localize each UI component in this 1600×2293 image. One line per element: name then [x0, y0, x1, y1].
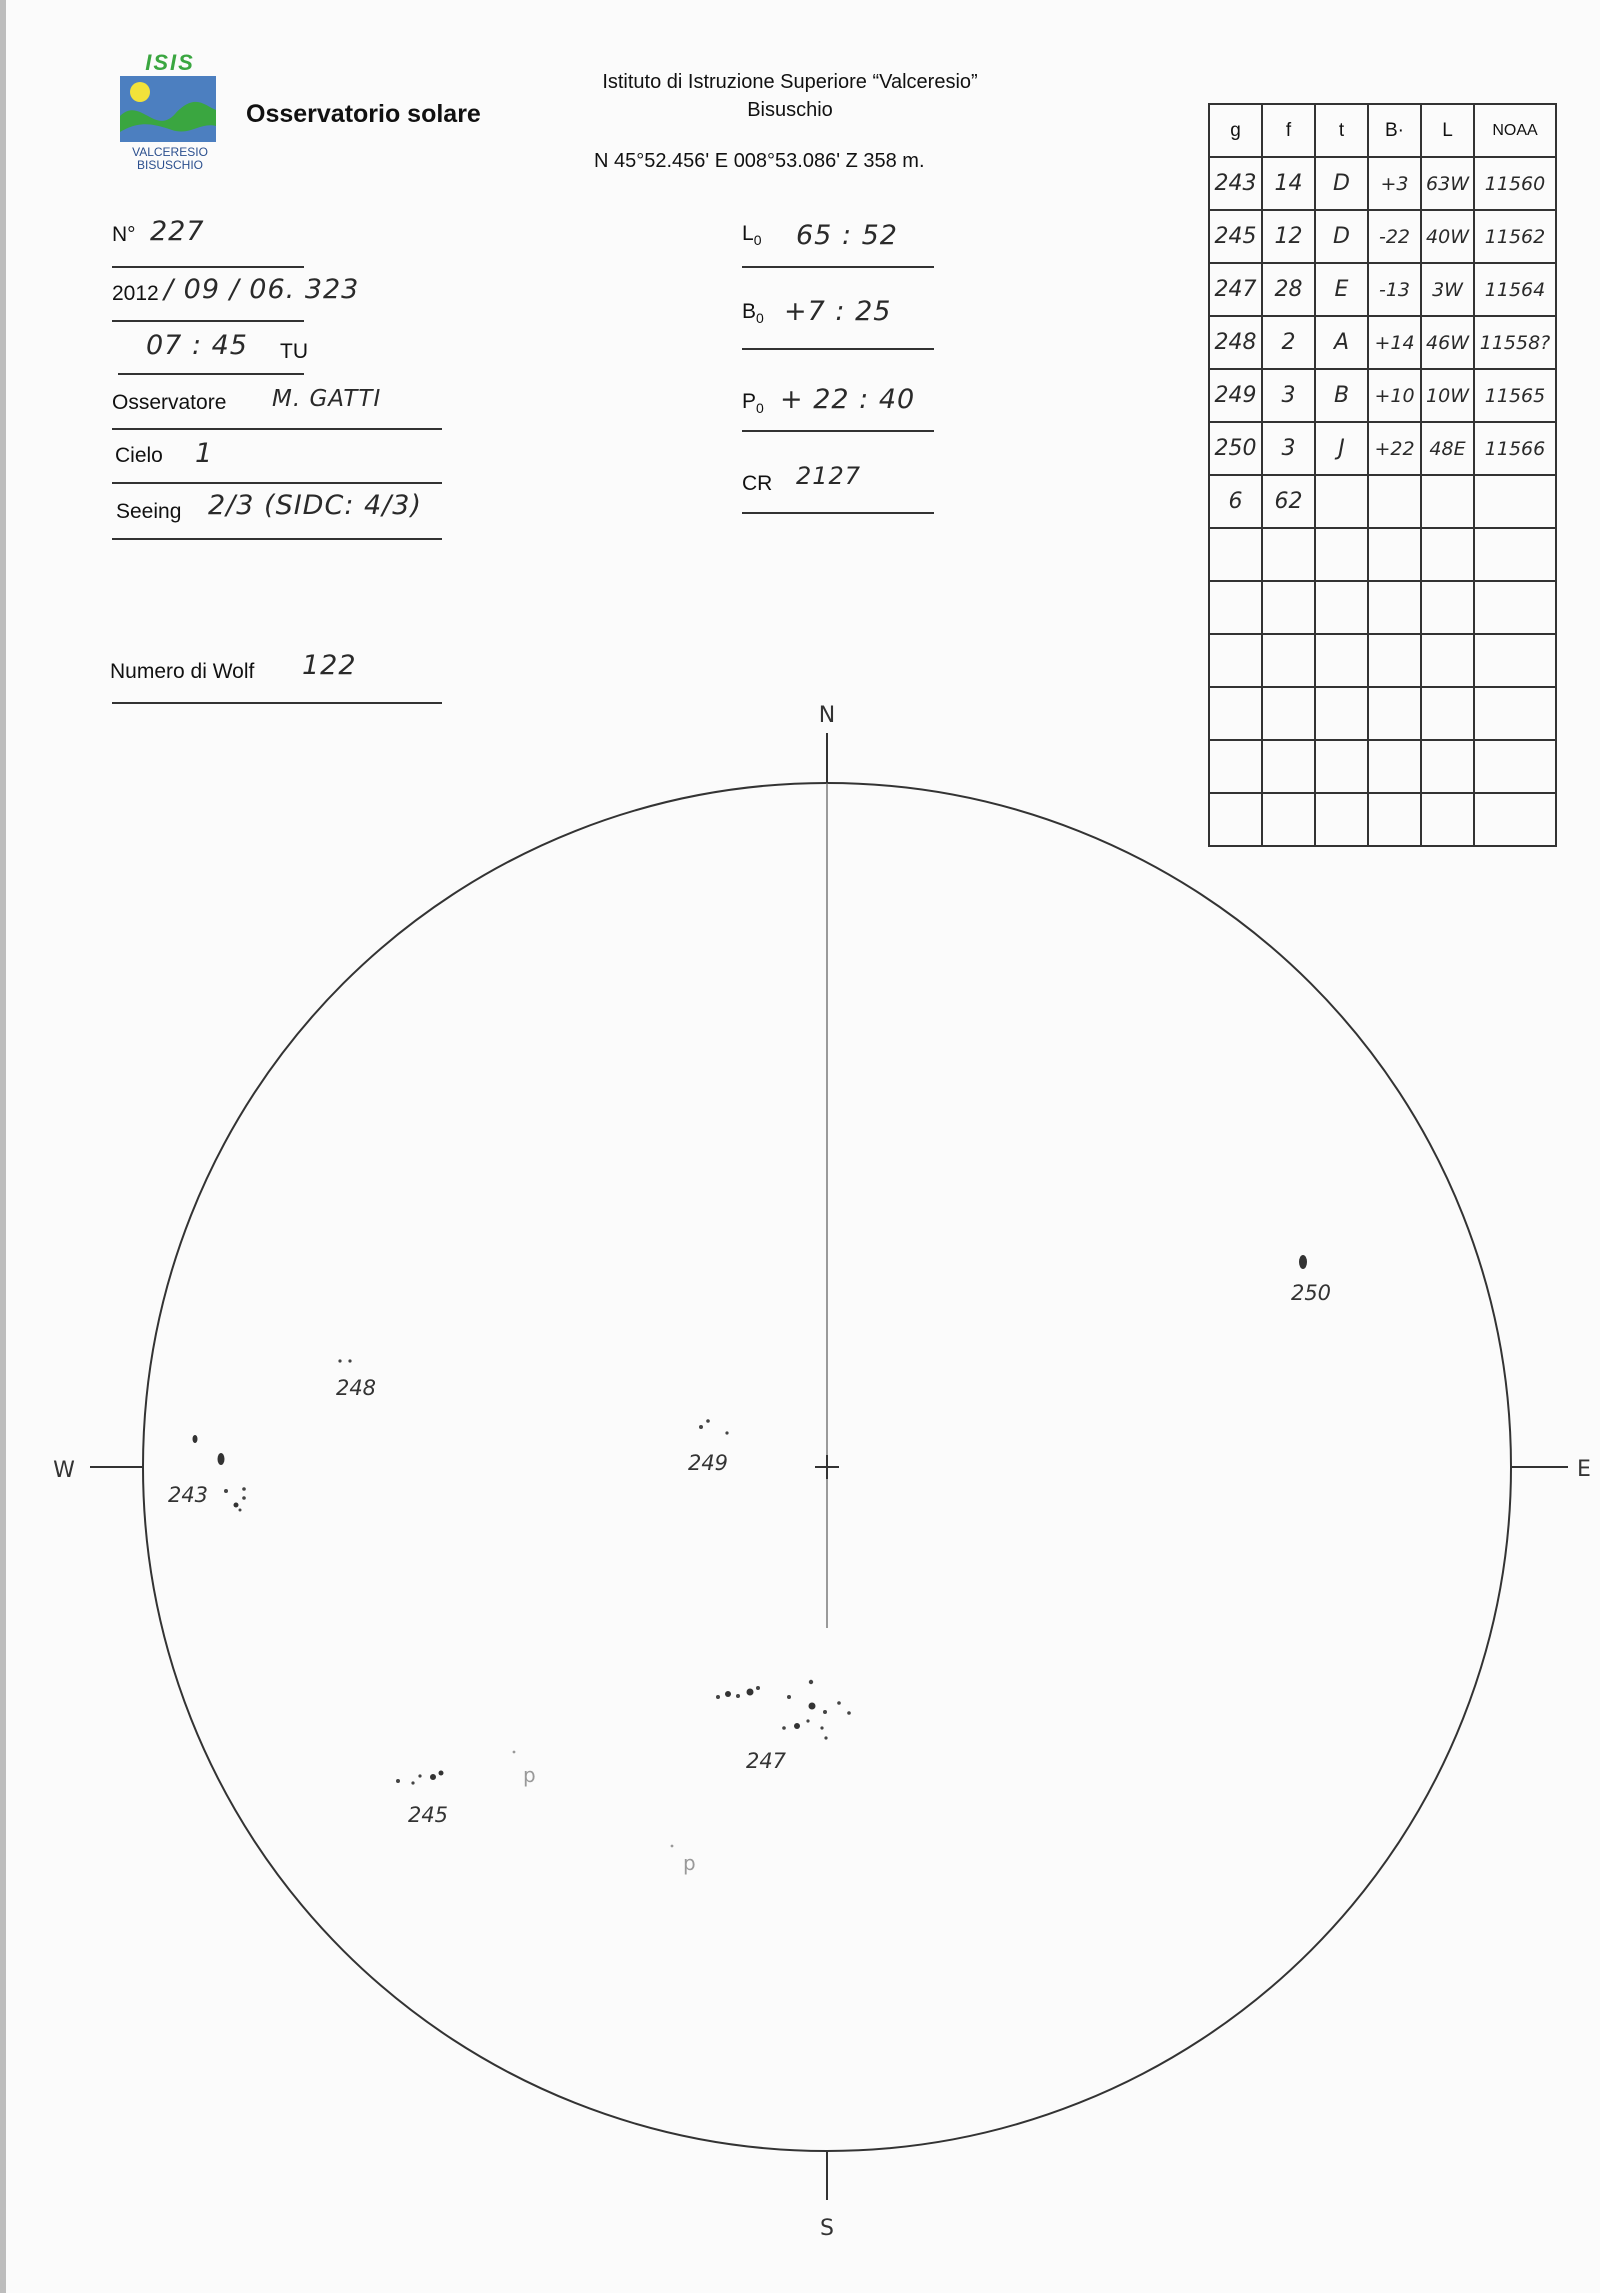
sunspot [716, 1695, 720, 1699]
table-header-cell: B· [1368, 104, 1421, 157]
table-cell: 11562 [1474, 210, 1556, 263]
sunspot [234, 1503, 239, 1508]
sunspot [824, 1736, 827, 1739]
table-cell: 10W [1421, 369, 1474, 422]
east-label: E [1577, 1457, 1591, 1482]
table-cell: 6 [1209, 475, 1262, 528]
logo-caption-line: BISUSCHIO [136, 158, 203, 172]
faint-spot [671, 1845, 674, 1848]
sunspot [224, 1489, 228, 1493]
b0-value: +7 : 25 [784, 296, 892, 327]
table-cell: 247 [1209, 263, 1262, 316]
sunspot [747, 1689, 754, 1696]
sunspot [806, 1719, 809, 1722]
table-cell: A [1315, 316, 1368, 369]
institute-name: Istituto di Istruzione Superiore “Valceresio” [602, 71, 978, 93]
sunspot [239, 1509, 242, 1512]
sunspot [787, 1695, 791, 1699]
table-cell: 3 [1262, 422, 1315, 475]
sunspot-group-245 [396, 1771, 444, 1785]
sunspot-group-248 [338, 1359, 351, 1362]
table-cell: 62 [1262, 475, 1315, 528]
table-cell: 3 [1262, 369, 1315, 422]
p0-letter: P [742, 390, 757, 413]
b0-letter: B [742, 300, 757, 323]
sunspot [847, 1711, 851, 1715]
table-cell: 243 [1209, 157, 1262, 210]
l0-subscript: 0 [753, 232, 762, 249]
sunspot [837, 1701, 841, 1705]
table-cell: 250 [1209, 422, 1262, 475]
table-cell: B [1315, 369, 1368, 422]
penumbra-mark: p [523, 1763, 536, 1787]
sunspot [820, 1726, 823, 1729]
table-header-cell: NOAA [1474, 104, 1556, 157]
wolf-label: Numero di Wolf [110, 660, 255, 683]
table-cell: 28 [1262, 263, 1315, 316]
group-label-243: 243 [167, 1483, 209, 1507]
table-cell: 245 [1209, 210, 1262, 263]
sunspot [782, 1726, 786, 1730]
observer-value: M. GATTI [272, 386, 382, 412]
table-cell: 2 [1262, 316, 1315, 369]
sunspot [794, 1723, 800, 1729]
table-header-cell: g [1209, 104, 1262, 157]
table-header-cell: t [1315, 104, 1368, 157]
table-cell: 3W [1421, 263, 1474, 316]
sunspot [242, 1496, 246, 1500]
sunspot [725, 1431, 728, 1434]
table-cell: +10 [1368, 369, 1421, 422]
sunspot [348, 1359, 351, 1362]
table-cell: 249 [1209, 369, 1262, 422]
sunspot [396, 1779, 400, 1783]
table-cell: 11558? [1474, 316, 1556, 369]
observer-label: Osservatore [112, 391, 227, 414]
sunspot [1299, 1255, 1307, 1269]
seeing-value: 2/3 (SIDC: 4/3) [208, 490, 422, 521]
west-label: W [53, 1458, 75, 1483]
table-cell: 248 [1209, 316, 1262, 369]
time-unit: TU [280, 340, 308, 363]
sunspot [736, 1694, 740, 1698]
sunspot [193, 1435, 198, 1443]
l0-value: 65 : 52 [796, 220, 898, 251]
page-title: Osservatorio solare [246, 100, 481, 128]
date-year: 2012 [112, 282, 159, 305]
institute-town: Bisuschio [747, 99, 833, 121]
table-cell: D [1315, 157, 1368, 210]
sunspot [430, 1774, 436, 1780]
number-value: 227 [150, 216, 205, 247]
table-header-cell: f [1262, 104, 1315, 157]
group-label-250: 250 [1290, 1281, 1332, 1305]
south-label: S [820, 2216, 834, 2241]
sunspot [218, 1453, 225, 1465]
table-cell: -22 [1368, 210, 1421, 263]
logo-caption-line: VALCERESIO [132, 145, 208, 159]
l0-letter: L [742, 222, 754, 245]
penumbra-mark: p [683, 1851, 696, 1875]
table-cell: -13 [1368, 263, 1421, 316]
sunspot [439, 1771, 444, 1776]
cr-value: 2127 [796, 462, 862, 490]
observatory-coordinates: N 45°52.456' E 008°53.086' Z 358 m. [594, 150, 925, 172]
table-cell: E [1315, 263, 1368, 316]
sunspot [242, 1487, 246, 1491]
table-cell: 12 [1262, 210, 1315, 263]
table-header-cell: L [1421, 104, 1474, 157]
seeing-label: Seeing [116, 500, 182, 523]
wolf-value: 122 [302, 650, 357, 681]
group-label-249: 249 [687, 1451, 729, 1475]
sunspot [418, 1774, 421, 1777]
date-value: / 09 / 06. 323 [164, 274, 360, 305]
faint-spot [513, 1751, 516, 1754]
sunspot [706, 1419, 710, 1423]
logo-wordmark: ISIS [145, 50, 195, 75]
p0-value: + 22 : 40 [780, 384, 916, 415]
table-cell: J [1315, 422, 1368, 475]
table-cell: 11566 [1474, 422, 1556, 475]
sunspot [338, 1359, 341, 1362]
table-cell: 48E [1421, 422, 1474, 475]
sunspot [823, 1710, 827, 1714]
sunspot [411, 1781, 414, 1784]
cr-label: CR [742, 472, 773, 495]
table-cell: +3 [1368, 157, 1421, 210]
table-cell: 46W [1421, 316, 1474, 369]
table-cell: D [1315, 210, 1368, 263]
table-cell: 40W [1421, 210, 1474, 263]
b0-subscript: 0 [756, 310, 764, 327]
time-value: 07 : 45 [146, 330, 248, 361]
table-cell: 11564 [1474, 263, 1556, 316]
sunspot-group-250 [1299, 1255, 1307, 1269]
table-cell: +14 [1368, 316, 1421, 369]
group-label-248: 248 [335, 1376, 377, 1400]
p0-subscript: 0 [756, 400, 764, 417]
north-label: N [818, 703, 836, 728]
sunspot [809, 1680, 813, 1684]
sunspot [725, 1691, 731, 1697]
sunspot-group-249 [699, 1419, 729, 1434]
group-label-247: 247 [745, 1749, 787, 1773]
sunspot [756, 1686, 760, 1690]
table-cell: 11565 [1474, 369, 1556, 422]
table-cell: +22 [1368, 422, 1421, 475]
table-cell: 14 [1262, 157, 1315, 210]
number-label: N° [112, 223, 136, 246]
group-label-245: 245 [407, 1803, 449, 1827]
sky-label: Cielo [115, 444, 163, 467]
sunspot-group-247 [716, 1680, 851, 1740]
sky-value: 1 [195, 438, 214, 469]
sunspot [809, 1703, 816, 1710]
table-cell: 63W [1421, 157, 1474, 210]
table-cell: 11560 [1474, 157, 1556, 210]
sunspot [699, 1425, 703, 1429]
